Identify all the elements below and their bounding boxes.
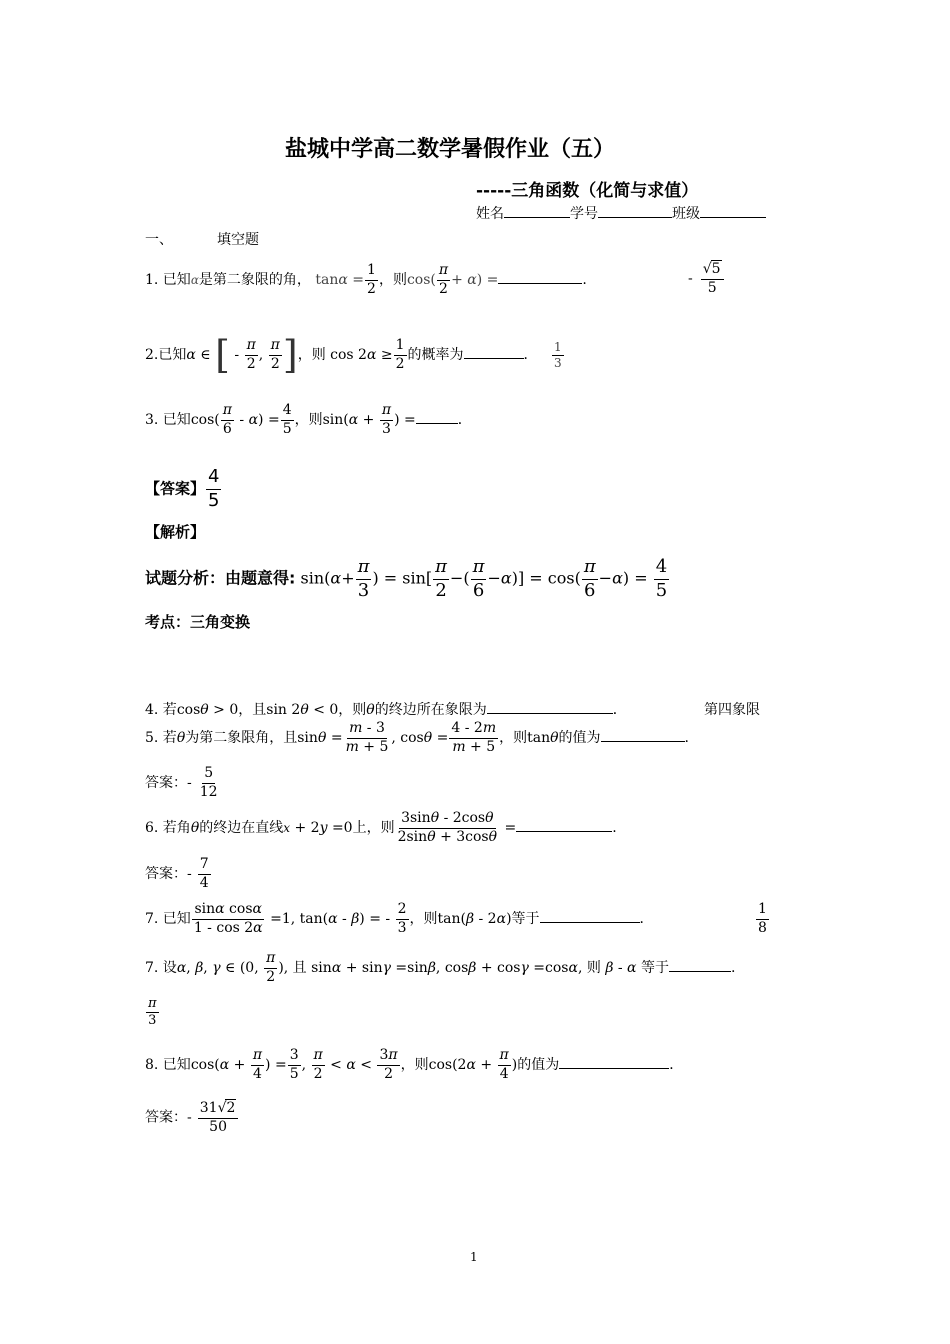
q7a-answer xyxy=(755,901,770,937)
q1-answer-radicand: 5 xyxy=(711,261,721,277)
q7a-text: ． xyxy=(639,911,654,927)
analysis-tag: 【解析】 xyxy=(145,523,206,541)
q8-answer-coefficient: 31 xyxy=(199,1100,218,1116)
q1-answer-denominator: 5 xyxy=(707,279,717,296)
q2-answer-denominator: 3 xyxy=(554,355,562,370)
q7a-answer-denominator: 8 xyxy=(758,919,767,936)
q8-text: ，则 xyxy=(400,1057,429,1073)
q4-text: 4. 若 xyxy=(145,702,177,718)
q3-answer xyxy=(145,466,222,512)
question-3: 3. 已知cos( $\frac{\pi}{6}$ - α) = $\frac{4}{5}$ ，则sin(α + $\frac{\pi}{3}$ ) = ． xyxy=(145,402,472,437)
q8-answer-sign: - xyxy=(187,1109,192,1126)
question-5: 5. 若θ为第二象限角，且sinθ = $\frac{m - 3}{m + 5}$ , cosθ = $\frac{4 - 2m}{m + 5}$ ，则tanθ的值为 . xyxy=(145,720,689,755)
q7a-answer-numerator: 1 xyxy=(756,901,769,920)
q7a-answer-blank xyxy=(540,908,640,923)
q8-answer-radicand: 2 xyxy=(226,1100,236,1116)
page-subtitle: -----三角函数（化简与求值） xyxy=(476,181,699,201)
q3-answer-numerator: 4 xyxy=(206,466,221,490)
q6-answer xyxy=(145,856,212,892)
q2-text: ，则 xyxy=(297,347,326,363)
q3-text: ，则 xyxy=(294,412,323,428)
question-6: 6. 若角θ的终边在直线x + 2y =0上，则 $\frac{3\sin\theta - 2\cos\theta}{2\sin\theta + 3\cos\theta}$ = . xyxy=(145,810,617,845)
q7b-text: . xyxy=(730,960,736,976)
name-blank xyxy=(504,203,570,218)
q3-answer-blank xyxy=(416,409,458,424)
q1-answer-blank xyxy=(498,269,582,284)
answer-tag: 【答案】 xyxy=(145,479,206,498)
question-7a: 7. 已知 $\frac{\text{sinα cosα}}{1 - \cos 2\alpha}$ =1, tan(α - β) = - $\frac{2}{3}$ ，则tan(β - 2α)等于 ． xyxy=(145,901,654,936)
q4-text: ，则 xyxy=(338,702,367,718)
q3-text: ． xyxy=(457,412,472,428)
knowledge-point: 考点：三角变换 xyxy=(145,613,251,631)
q1-answer: - $\frac{√5}{5}$ xyxy=(688,260,725,297)
q8-text: ． xyxy=(669,1057,684,1073)
class-label: 班级 xyxy=(672,206,700,222)
q5-answer-numerator: 5 xyxy=(202,765,215,784)
q4-text: ． xyxy=(612,702,627,718)
q8-text: 的值为 xyxy=(517,1057,560,1073)
q6-text: 上，则 xyxy=(352,820,395,836)
q1-answer-sign: - xyxy=(688,270,693,287)
q6-answer-numerator: 7 xyxy=(198,856,211,875)
q6-text: 的终边在直线 xyxy=(199,820,284,836)
section-heading xyxy=(145,229,259,249)
q5-text: . xyxy=(684,730,689,746)
q5-answer-sign: - xyxy=(187,775,192,791)
q7b-text: 等于 xyxy=(640,960,669,976)
q7b-answer-blank xyxy=(669,957,731,972)
page-title: 盐城中学高二数学暑假作业（五） xyxy=(285,137,616,162)
q5-answer-blank xyxy=(601,727,685,742)
question-2: 2.已知α ∈ [ - $\frac{\pi}{2}$ , $\frac{\pi}{2}$ ]，则 cos 2α ≥ $\frac{1}{2}$ 的概率为 ． $\frac{1}{3}$ xyxy=(145,333,562,377)
q2-text: ． xyxy=(523,347,538,363)
q2-text: 的概率为 xyxy=(407,347,464,363)
q6-text: . xyxy=(612,820,617,836)
q5-answer xyxy=(145,765,221,801)
q3-answer-denominator: 5 xyxy=(208,489,220,511)
q7a-text: ，则 xyxy=(409,911,438,927)
q4-answer: 第四象限 xyxy=(704,702,760,718)
question-1: 1. 已知α是第二象限的角， tanα = $\frac{1}{2}$ ，则cos( $\frac{\pi}{2}$ + α) = . xyxy=(145,262,587,297)
name-label: 姓名 xyxy=(476,206,504,222)
q6-answer-sign: - xyxy=(187,866,192,882)
answer-label: 答案： xyxy=(145,775,187,791)
class-blank xyxy=(700,203,766,218)
question-8: 8. 已知cos(α + $\frac{\pi}{4}$ ) = $\frac{3}{5}$ , $\frac{\pi}{2}$ < α < $\frac{3\pi}{2}$ ，则cos(2α + $\frac{\pi}{4}$ )的值为 ． xyxy=(145,1047,684,1082)
q7a-text: 7. 已知 xyxy=(145,911,191,927)
page-number: 1 xyxy=(470,1250,478,1264)
q5-text: 为第二象限角，且 xyxy=(185,730,298,746)
question-4: 4. 若cosθ > 0，且sin 2θ < 0，则θ的终边所在象限为 ． xyxy=(145,699,627,719)
q3-analysis: 试题分析：由题意得: sin(α+ $\frac{\pi}{3}$ ) = sin[ $\frac{\pi}{2}$ −( $\frac{\pi}{6}$ −α)] = cos( $\frac{\pi}{6}$ −α) = $\frac{4}{5}$ xyxy=(145,556,668,601)
q7a-text: 等于 xyxy=(511,911,540,927)
number-label: 学号 xyxy=(570,206,598,222)
q3-text: 3. 已知 xyxy=(145,412,191,428)
q2-text: 2.已知 xyxy=(145,347,187,363)
q4-text: ，且 xyxy=(238,702,267,718)
section-label: 填空题 xyxy=(217,232,259,248)
q4-answer-blank xyxy=(487,699,613,714)
answer-label: 答案： xyxy=(145,1109,187,1126)
q5-text: 的值为 xyxy=(558,730,601,746)
q5-text: 5. 若 xyxy=(145,730,177,746)
q1-text: 1. 已知 xyxy=(145,272,191,288)
q1-text: 是第二象限的角， xyxy=(198,272,311,288)
q6-answer-denominator: 4 xyxy=(199,874,209,891)
q7b-answer xyxy=(145,996,160,1030)
question-7b: 7. 设α, β, γ ∈ (0, $\frac{\pi}{2}$ ), 且 sinα + sinγ =sinβ, cosβ + cosγ =cosα, 则 β - α 等于 . xyxy=(145,950,736,985)
q6-answer-blank xyxy=(516,817,612,832)
q8-text: 8. 已知 xyxy=(145,1057,191,1073)
q5-answer-denominator: 12 xyxy=(199,783,218,800)
analysis-text: 试题分析：由题意得: xyxy=(145,568,296,588)
student-info xyxy=(476,203,766,223)
q8-answer: 答案：- $\frac{31√2}{50}$ xyxy=(145,1099,239,1136)
q8-answer-blank xyxy=(559,1054,669,1069)
answer-label: 答案： xyxy=(145,866,187,882)
q5-text: ，则 xyxy=(499,730,528,746)
q2-answer-numerator: 1 xyxy=(554,339,562,354)
q7b-answer-denominator: 3 xyxy=(148,1013,157,1029)
q7b-answer-numerator: π xyxy=(146,996,159,1013)
q1-text: ，则 xyxy=(378,272,407,288)
number-blank xyxy=(598,203,672,218)
q7b-text: 7. 设 xyxy=(145,960,177,976)
q2-answer-blank xyxy=(464,344,524,359)
section-number: 一、 xyxy=(145,232,173,248)
q4-text: 的终边所在象限为 xyxy=(374,702,487,718)
q6-text: 6. 若角 xyxy=(145,820,191,836)
q8-answer-denominator: 50 xyxy=(209,1118,227,1135)
